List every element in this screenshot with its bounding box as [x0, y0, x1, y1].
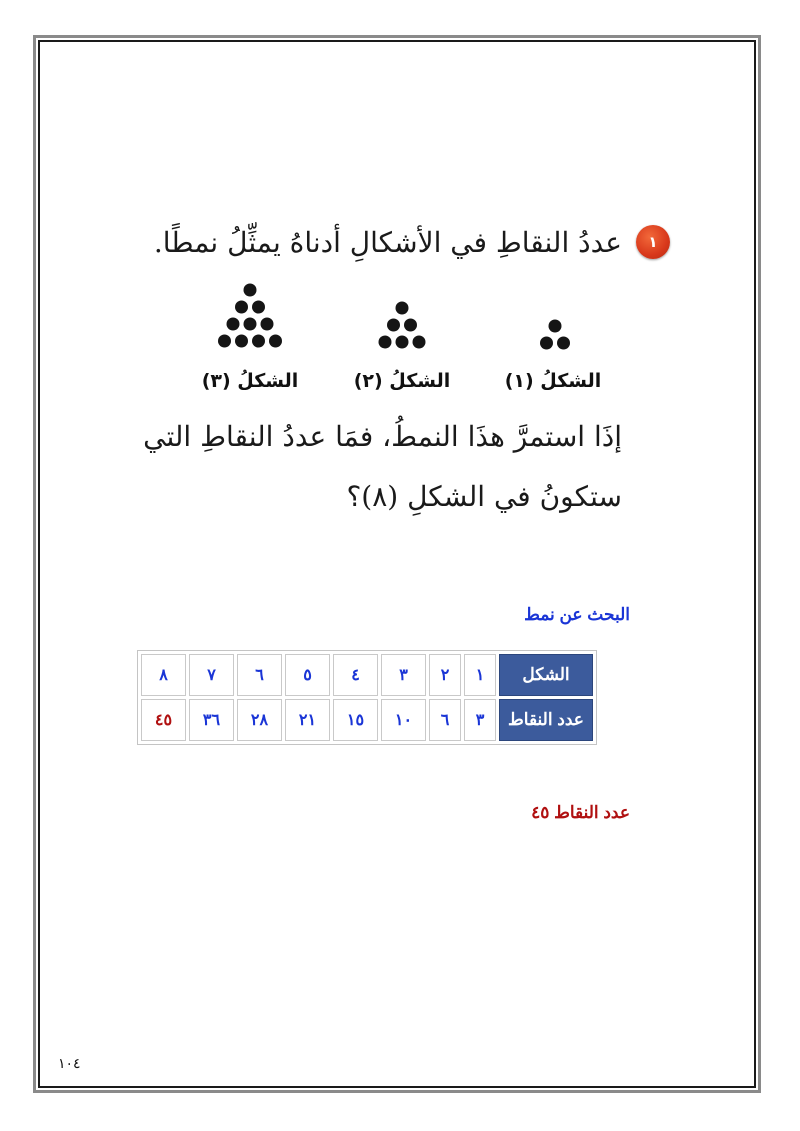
- dot: [413, 336, 426, 349]
- table-cell: ٢١: [285, 699, 330, 741]
- table-cell: ٣: [381, 654, 426, 696]
- section-heading: البحث عن نمط: [524, 605, 630, 624]
- dot: [549, 320, 562, 333]
- table-cell: ١٠: [381, 699, 426, 741]
- table-cell: ١٥: [333, 699, 378, 741]
- table-cell: ٤: [333, 654, 378, 696]
- question-row: [110, 220, 670, 264]
- table-cell: ٢٨: [237, 699, 282, 741]
- dot: [396, 302, 409, 315]
- dot: [269, 335, 282, 348]
- table-cell: ٦: [237, 654, 282, 696]
- figure-2-label: الشكلُ (٢): [353, 370, 451, 392]
- table-cell-answer: ٤٥: [141, 699, 186, 741]
- figure-2-dots: [362, 300, 442, 360]
- dot: [252, 335, 265, 348]
- dot: [235, 301, 248, 314]
- figure-3-dots: [195, 282, 305, 362]
- page-border-inner: [38, 40, 756, 1088]
- table-cell: ١: [464, 654, 496, 696]
- figure-1-dots: [530, 318, 580, 358]
- table-cell: ٢: [429, 654, 461, 696]
- dot: [540, 337, 553, 350]
- dot: [252, 301, 265, 314]
- row-header-figure: الشكل: [499, 654, 593, 696]
- dot: [244, 284, 257, 297]
- answer-text: عدد النقاط ٤٥: [531, 803, 630, 822]
- dot: [404, 319, 417, 332]
- dot: [235, 335, 248, 348]
- dot: [244, 318, 257, 331]
- dot: [218, 335, 231, 348]
- question-number-badge: ١: [636, 225, 670, 259]
- table-cell: ٨: [141, 654, 186, 696]
- dot: [387, 319, 400, 332]
- dot: [261, 318, 274, 331]
- pattern-table: [137, 650, 597, 745]
- table-row: [141, 654, 593, 696]
- dot: [227, 318, 240, 331]
- table-cell: ٣٦: [189, 699, 234, 741]
- row-header-dots: عدد النقاط: [499, 699, 593, 741]
- dot: [557, 337, 570, 350]
- figure-3-label: الشكلُ (٣): [201, 370, 299, 392]
- dot: [396, 336, 409, 349]
- question-text: عددُ النقاطِ في الأشكالِ أدناهُ يمثِّلُ نمطًا.: [153, 225, 622, 259]
- figure-1-label: الشكلُ (١): [504, 370, 602, 392]
- table-cell: ٥: [285, 654, 330, 696]
- table-cell: ٦: [429, 699, 461, 741]
- table-cell: ٧: [189, 654, 234, 696]
- prompt-line-1: إذَا استمرَّ هذَا النمطُ، فمَا عددُ النقاطِ التي: [143, 420, 622, 453]
- table-cell: ٣: [464, 699, 496, 741]
- page-number: ١٠٤: [58, 1055, 81, 1071]
- table-row: [141, 699, 593, 741]
- dot: [379, 336, 392, 349]
- prompt-line-2: ستكونُ في الشكلِ (٨)؟: [346, 480, 622, 513]
